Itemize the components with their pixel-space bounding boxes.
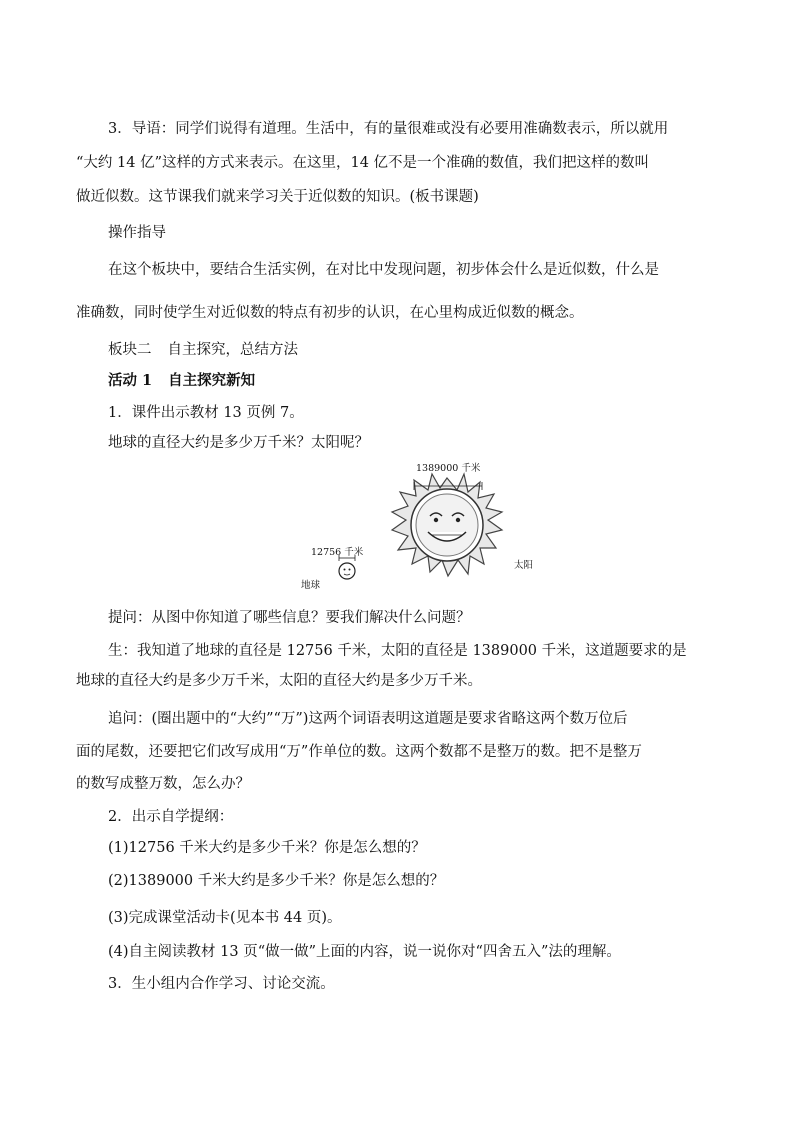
item-2: 2．出示自学提纲：	[108, 809, 234, 825]
outline-item-1: (1)12756 千米大约是多少千米？你是怎么想的？	[108, 840, 426, 856]
teacher-question: 提问：从图中你知道了哪些信息？要我们解决什么问题？	[108, 610, 471, 626]
example-question: 地球的直径大约是多少万千米？太阳呢？	[108, 435, 369, 451]
guide-line-2: 准确数，同时使学生对近似数的特点有初步的认识，在心里构成近似数的概念。	[76, 305, 584, 321]
student-answer-line-1: 生：我知道了地球的直径是 12756 千米，太阳的直径是 1389000 千米，这道题要求的是	[108, 643, 687, 659]
paragraph-intro-line-1: 3．导语：同学们说得有道理。生活中，有的量很难或没有必要用准确数表示，所以就用	[108, 121, 669, 137]
guide-line-1: 在这个板块中，要结合生活实例，在对比中发现问题，初步体会什么是近似数，什么是	[108, 262, 659, 278]
paragraph-intro-line-3: 做近似数。这节课我们就来学习关于近似数的知识。(板书课题)	[76, 189, 479, 205]
student-answer-line-2: 地球的直径大约是多少万千米，太阳的直径大约是多少万千米。	[76, 673, 482, 689]
activity-title: 自主探究新知	[168, 372, 256, 389]
outline-item-2: (2)1389000 千米大约是多少千米？你是怎么想的？	[108, 873, 445, 889]
outline-item-4: (4)自主阅读教材 13 页“做一做”上面的内容，说一说你对“四舍五入”法的理解。	[108, 944, 621, 960]
outline-item-3: (3)完成课堂活动卡(见本书 44 页)。	[108, 910, 342, 926]
earth-diameter-label: 12756 千米	[311, 547, 364, 558]
follow-up-line-3: 的数写成整万数，怎么办？	[76, 776, 250, 792]
paragraph-intro-line-2: “大约 14 亿”这样的方式来表示。在这里，14 亿不是一个准确的数值，我们把这样的数叫	[76, 155, 650, 171]
block-label: 板块二	[108, 342, 152, 358]
activity-heading	[108, 364, 718, 398]
item-1: 1．课件出示教材 13 页例 7。	[108, 405, 304, 421]
sun-diameter-label: 1389000 千米	[416, 463, 481, 474]
follow-up-line-2: 面的尾数，还要把它们改写成用“万”作单位的数。这两个数都不是整万的数。把不是整万	[76, 744, 642, 760]
block-title: 自主探究，总结方法	[167, 342, 298, 358]
earth-icon	[339, 563, 355, 579]
activity-label: 活动 1	[108, 372, 153, 389]
earth-sun-illustration	[292, 460, 538, 595]
block-heading	[108, 333, 718, 367]
earth-sun-diagram	[292, 460, 538, 595]
guide-heading: 操作指导	[108, 225, 166, 241]
earth-label: 地球	[301, 580, 321, 591]
sun-label: 太阳	[514, 560, 534, 571]
follow-up-line-1: 追问：(圈出题中的“大约”“万”)这两个词语表明这道题是要求省略这两个数万位后	[108, 711, 628, 727]
item-3: 3．生小组内合作学习、讨论交流。	[108, 976, 335, 992]
